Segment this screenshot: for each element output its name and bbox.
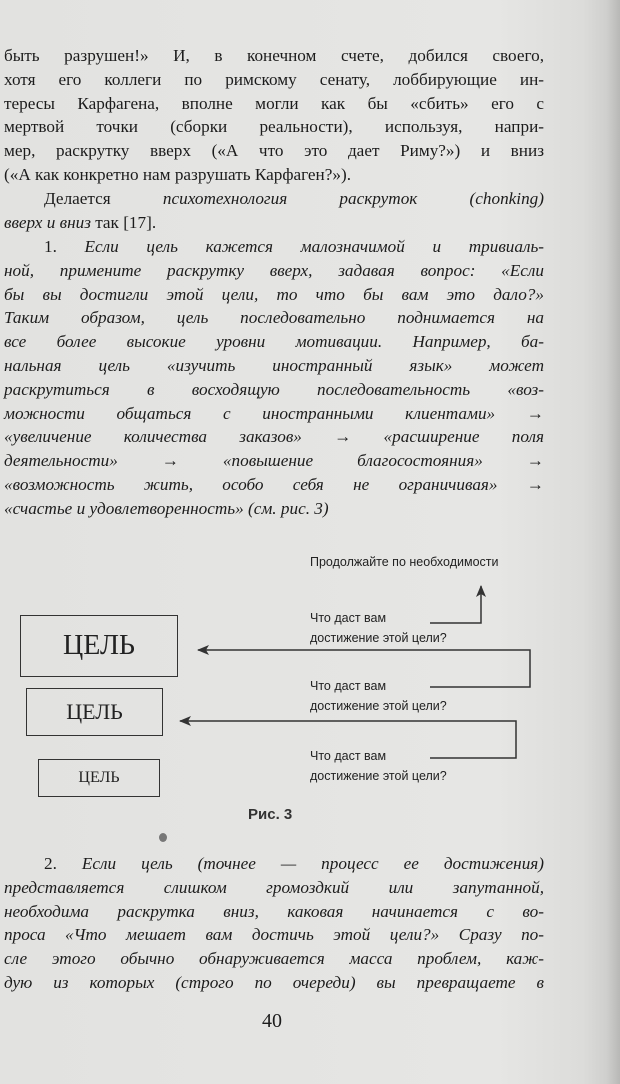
question-line: достижение этой цели? [310,699,447,713]
text-line: можности общаться с иностранными клиентами» → [4,403,544,423]
text-line: мер, раскрутку вверх («А что это дает Риму?») и вниз [4,141,544,161]
question-line: Что даст вам [310,679,387,693]
goal-box-large [20,615,178,677]
text-run-italic: Если цель (точнее — процесс ее достижения) [81,854,545,873]
text-line: ной, примените раскрутку вверх, задавая вопрос: «Если [4,260,544,280]
text-line: проса «Что мешает вам достичь этой цели?» Сразу по- [4,925,544,945]
text-line: хотя его коллеги по римскому сенату, лоббирующие ин- [4,69,544,89]
question-line: достижение этой цели? [310,631,447,645]
text-line [4,211,544,235]
figure-caption: Рис. 3 [248,806,293,823]
text-line: («А как конкретно нам разрушать Карфаген?»). [4,164,351,184]
text-line: необходима раскрутка вниз, каковая начинается с во- [4,901,544,921]
text-line: сле этого обычно обнаруживается масса проблем, каж- [4,949,544,969]
goal-label: ЦЕЛЬ [66,699,123,724]
question-label-3 [310,746,447,786]
paragraph-3 [4,235,544,521]
question-line: Что даст вам [310,611,387,625]
text-run-italic: психотехнология раскруток [162,189,418,208]
text-line: представляется слишком громоздкий или запутанной, [4,877,544,897]
goal-label: ЦЕЛЬ [62,630,136,661]
text-run: так [17]. [90,212,157,232]
text-line: бы вы достигли этой цели, то что бы вам это дало?» [4,284,544,304]
question-line: Что даст вам [310,749,387,763]
question-label-2 [310,676,447,716]
text-line: раскрутиться в восходящую последовательность «воз- [4,379,544,399]
text-line [4,235,544,259]
paragraph-4 [4,852,544,995]
text-run-italic: (chonking) [417,189,544,208]
text-line: мертвой точки (сборки реальности), используя, напри- [4,117,544,137]
text-line [4,187,544,211]
continue-label: Продолжайте по необходимости [310,555,499,569]
text-line: Таким образом, цель последовательно поднимается на [4,308,544,328]
text-run: Делается [44,189,163,208]
list-number: 1. [44,237,57,256]
text-line: «увеличение количества заказов» → «расширение поля [4,427,544,447]
text-run-italic: Если цель кажется малозначимой и тривиаль- [84,237,545,256]
text-line: быть разрушен!» И, в конечном счете, добился своего, [4,46,544,65]
question-label-1 [310,608,447,648]
paragraph-1 [4,44,544,187]
goal-label: ЦЕЛЬ [78,769,120,786]
goal-box-small [38,759,160,797]
text-line: нальная цель «изучить иностранный язык» может [4,355,544,375]
paper-speck [159,833,167,842]
page-number: 40 [262,1010,282,1032]
figure-3 [0,540,560,840]
book-spine-shadow [606,0,620,1084]
text-line: «возможность жить, особо себя не ограничивая» → [4,474,544,494]
text-line [4,852,544,876]
text-line: дую из которых (строго по очереди) вы превращаете в [4,972,544,992]
text-run-italic: вверх и вниз [4,212,91,232]
goal-box-medium [26,688,163,736]
text-line: тересы Карфагена, вполне могли как бы «сбить» его с [4,93,544,113]
text-line: все более высокие уровни мотивации. Например, ба- [4,332,544,352]
paragraph-2 [4,187,544,235]
question-line: достижение этой цели? [310,769,447,783]
text-line: «счастье и удовлетворенность» (см. рис. 3) [4,498,329,518]
list-number: 2. [44,854,57,873]
text-line: деятельности» → «повышение благосостояния» → [4,451,544,471]
